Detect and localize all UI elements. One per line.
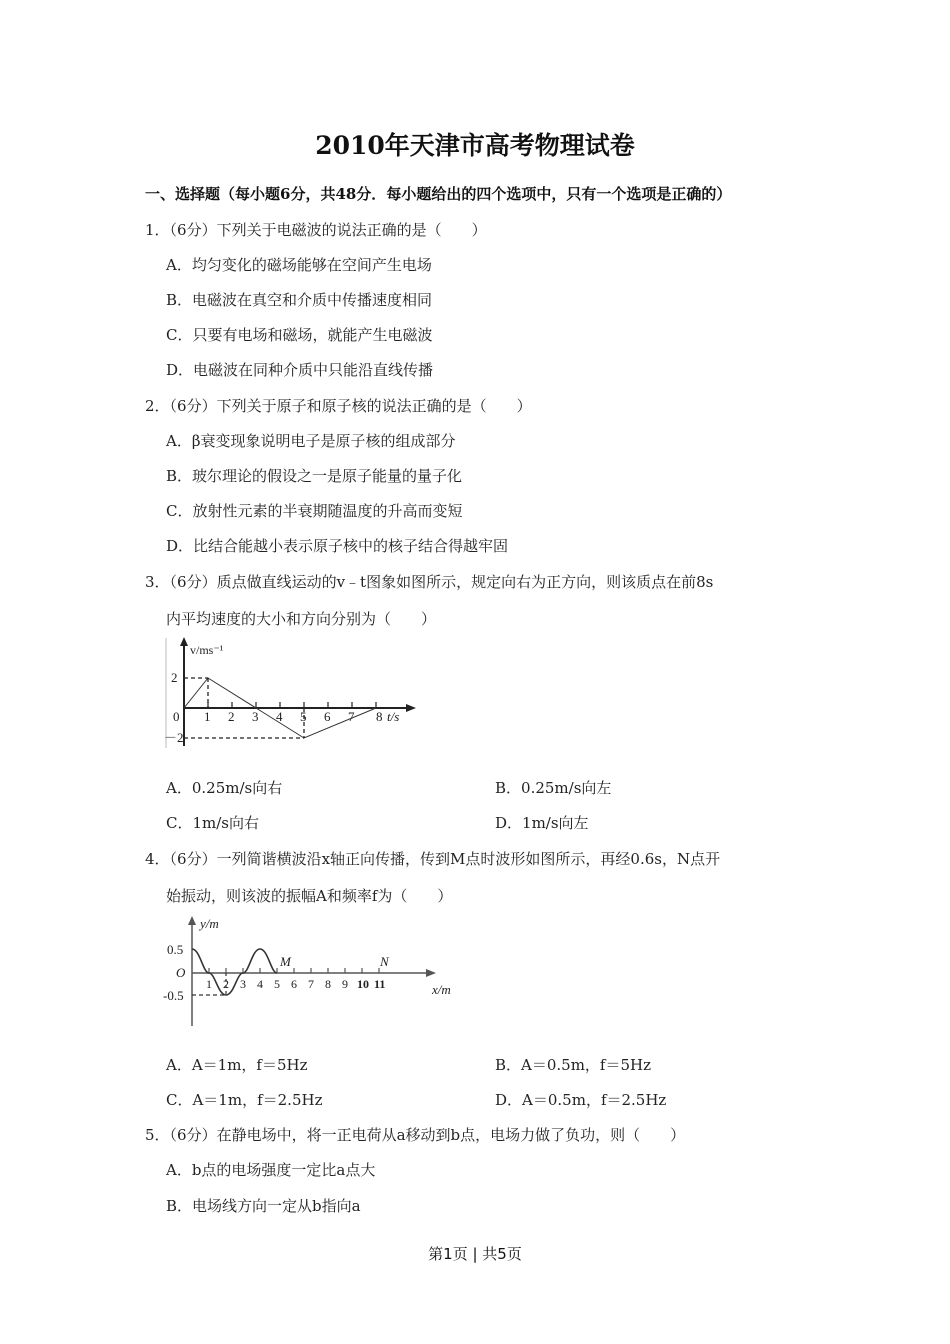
wave-ytick-pos: 0.5: [167, 942, 184, 957]
wave-origin: O: [176, 965, 186, 980]
question-1-option-d: D．电磁波在同种介质中只能沿直线传播: [166, 361, 434, 379]
question-1-option-b: B．电磁波在真空和介质中传播速度相同: [166, 291, 433, 309]
wave-point-n: N: [380, 954, 389, 969]
vt-xtick: 3: [252, 709, 259, 724]
vt-xtick: 7: [348, 709, 355, 724]
wave-ytick-neg: -0.5: [163, 988, 184, 1003]
question-3-option-d: D．1m/s向左: [495, 814, 589, 832]
question-3-option-a: A．0.25m/s向右: [166, 779, 283, 797]
wave-xtick: 4: [257, 977, 263, 991]
wave-xtick: 9: [342, 977, 348, 991]
page-footer: 第1页 | 共5页: [428, 1245, 522, 1263]
question-5-stem: 5．（6分）在静电场中，将一正电荷从a移动到b点，电场力做了负功，则（ ）: [145, 1126, 686, 1144]
question-2-stem: 2．（6分）下列关于原子和原子核的说法正确的是（ ）: [145, 397, 532, 415]
question-3-stem-line2: 内平均速度的大小和方向分别为（ ）: [166, 610, 437, 628]
question-5-option-b: B．电场线方向一定从b指向a: [166, 1197, 361, 1215]
wave-xtick: 5: [274, 977, 280, 991]
vt-xtick: 2: [228, 709, 235, 724]
question-1-stem: 1．（6分）下列关于电磁波的说法正确的是（ ）: [145, 221, 487, 239]
vt-xlabel: t/s: [387, 709, 400, 724]
question-4-option-a: A．A＝1m，f＝5Hz: [166, 1056, 308, 1074]
vt-origin: 0: [173, 709, 180, 724]
wave-xtick: 10: [357, 977, 369, 991]
question-5-option-a: A．b点的电场强度一定比a点大: [166, 1161, 376, 1179]
wave-xlabel: x/m: [432, 982, 451, 997]
wave-xtick: 7: [308, 977, 314, 991]
wave-graph: [160, 912, 460, 1032]
wave-xtick: 8: [325, 977, 331, 991]
question-4-option-c: C．A＝1m，f＝2.5Hz: [166, 1091, 323, 1109]
wave-xtick: 1: [206, 977, 212, 991]
vt-ytick-2: 2: [171, 670, 178, 685]
page-title: 2010年天津市高考物理试卷: [315, 131, 635, 160]
question-1-option-c: C．只要有电场和磁场，就能产生电磁波: [166, 326, 433, 344]
question-4-stem-line2: 始振动，则该波的振幅A和频率f为（ ）: [166, 887, 453, 905]
wave-xtick: 11: [374, 977, 386, 991]
question-1-option-a: A．均匀变化的磁场能够在空间产生电场: [166, 256, 432, 274]
section-heading: 一、选择题（每小题6分，共48分．每小题给出的四个选项中，只有一个选项是正确的）: [145, 185, 732, 203]
vt-ylabel: v/ms⁻¹: [190, 643, 224, 657]
wave-xtick: 6: [291, 977, 297, 991]
vt-xtick: 4: [276, 709, 283, 724]
question-2-option-b: B．玻尔理论的假设之一是原子能量的量子化: [166, 467, 463, 485]
question-4-stem-line1: 4．（6分）一列简谐横波沿x轴正向传播，传到M点时波形如图所示，再经0.6s，N点开: [145, 850, 721, 868]
vt-xtick: 6: [324, 709, 331, 724]
vt-graph: [160, 636, 420, 752]
vt-xtick: 8: [376, 709, 383, 724]
wave-xtick: 3: [240, 977, 246, 991]
wave-xtick: 2: [223, 977, 229, 991]
vt-xtick: 1: [204, 709, 211, 724]
vt-xtick: 5: [300, 709, 307, 724]
question-2-option-a: A．β衰变现象说明电子是原子核的组成部分: [166, 432, 456, 450]
question-4-option-b: B．A＝0.5m，f＝5Hz: [495, 1056, 652, 1074]
question-3-stem-line1: 3．（6分）质点做直线运动的v﹣t图象如图所示，规定向右为正方向，则该质点在前8s: [145, 573, 714, 591]
question-4-option-d: D．A＝0.5m，f＝2.5Hz: [495, 1091, 667, 1109]
vt-ytick-neg2: －2: [164, 730, 184, 745]
wave-point-m: M: [280, 954, 291, 969]
question-2-option-c: C．放射性元素的半衰期随温度的升高而变短: [166, 502, 463, 520]
question-3-option-b: B．0.25m/s向左: [495, 779, 612, 797]
wave-ylabel: y/m: [200, 916, 219, 931]
question-3-option-c: C．1m/s向右: [166, 814, 259, 832]
question-2-option-d: D．比结合能越小表示原子核中的核子结合得越牢固: [166, 537, 509, 555]
